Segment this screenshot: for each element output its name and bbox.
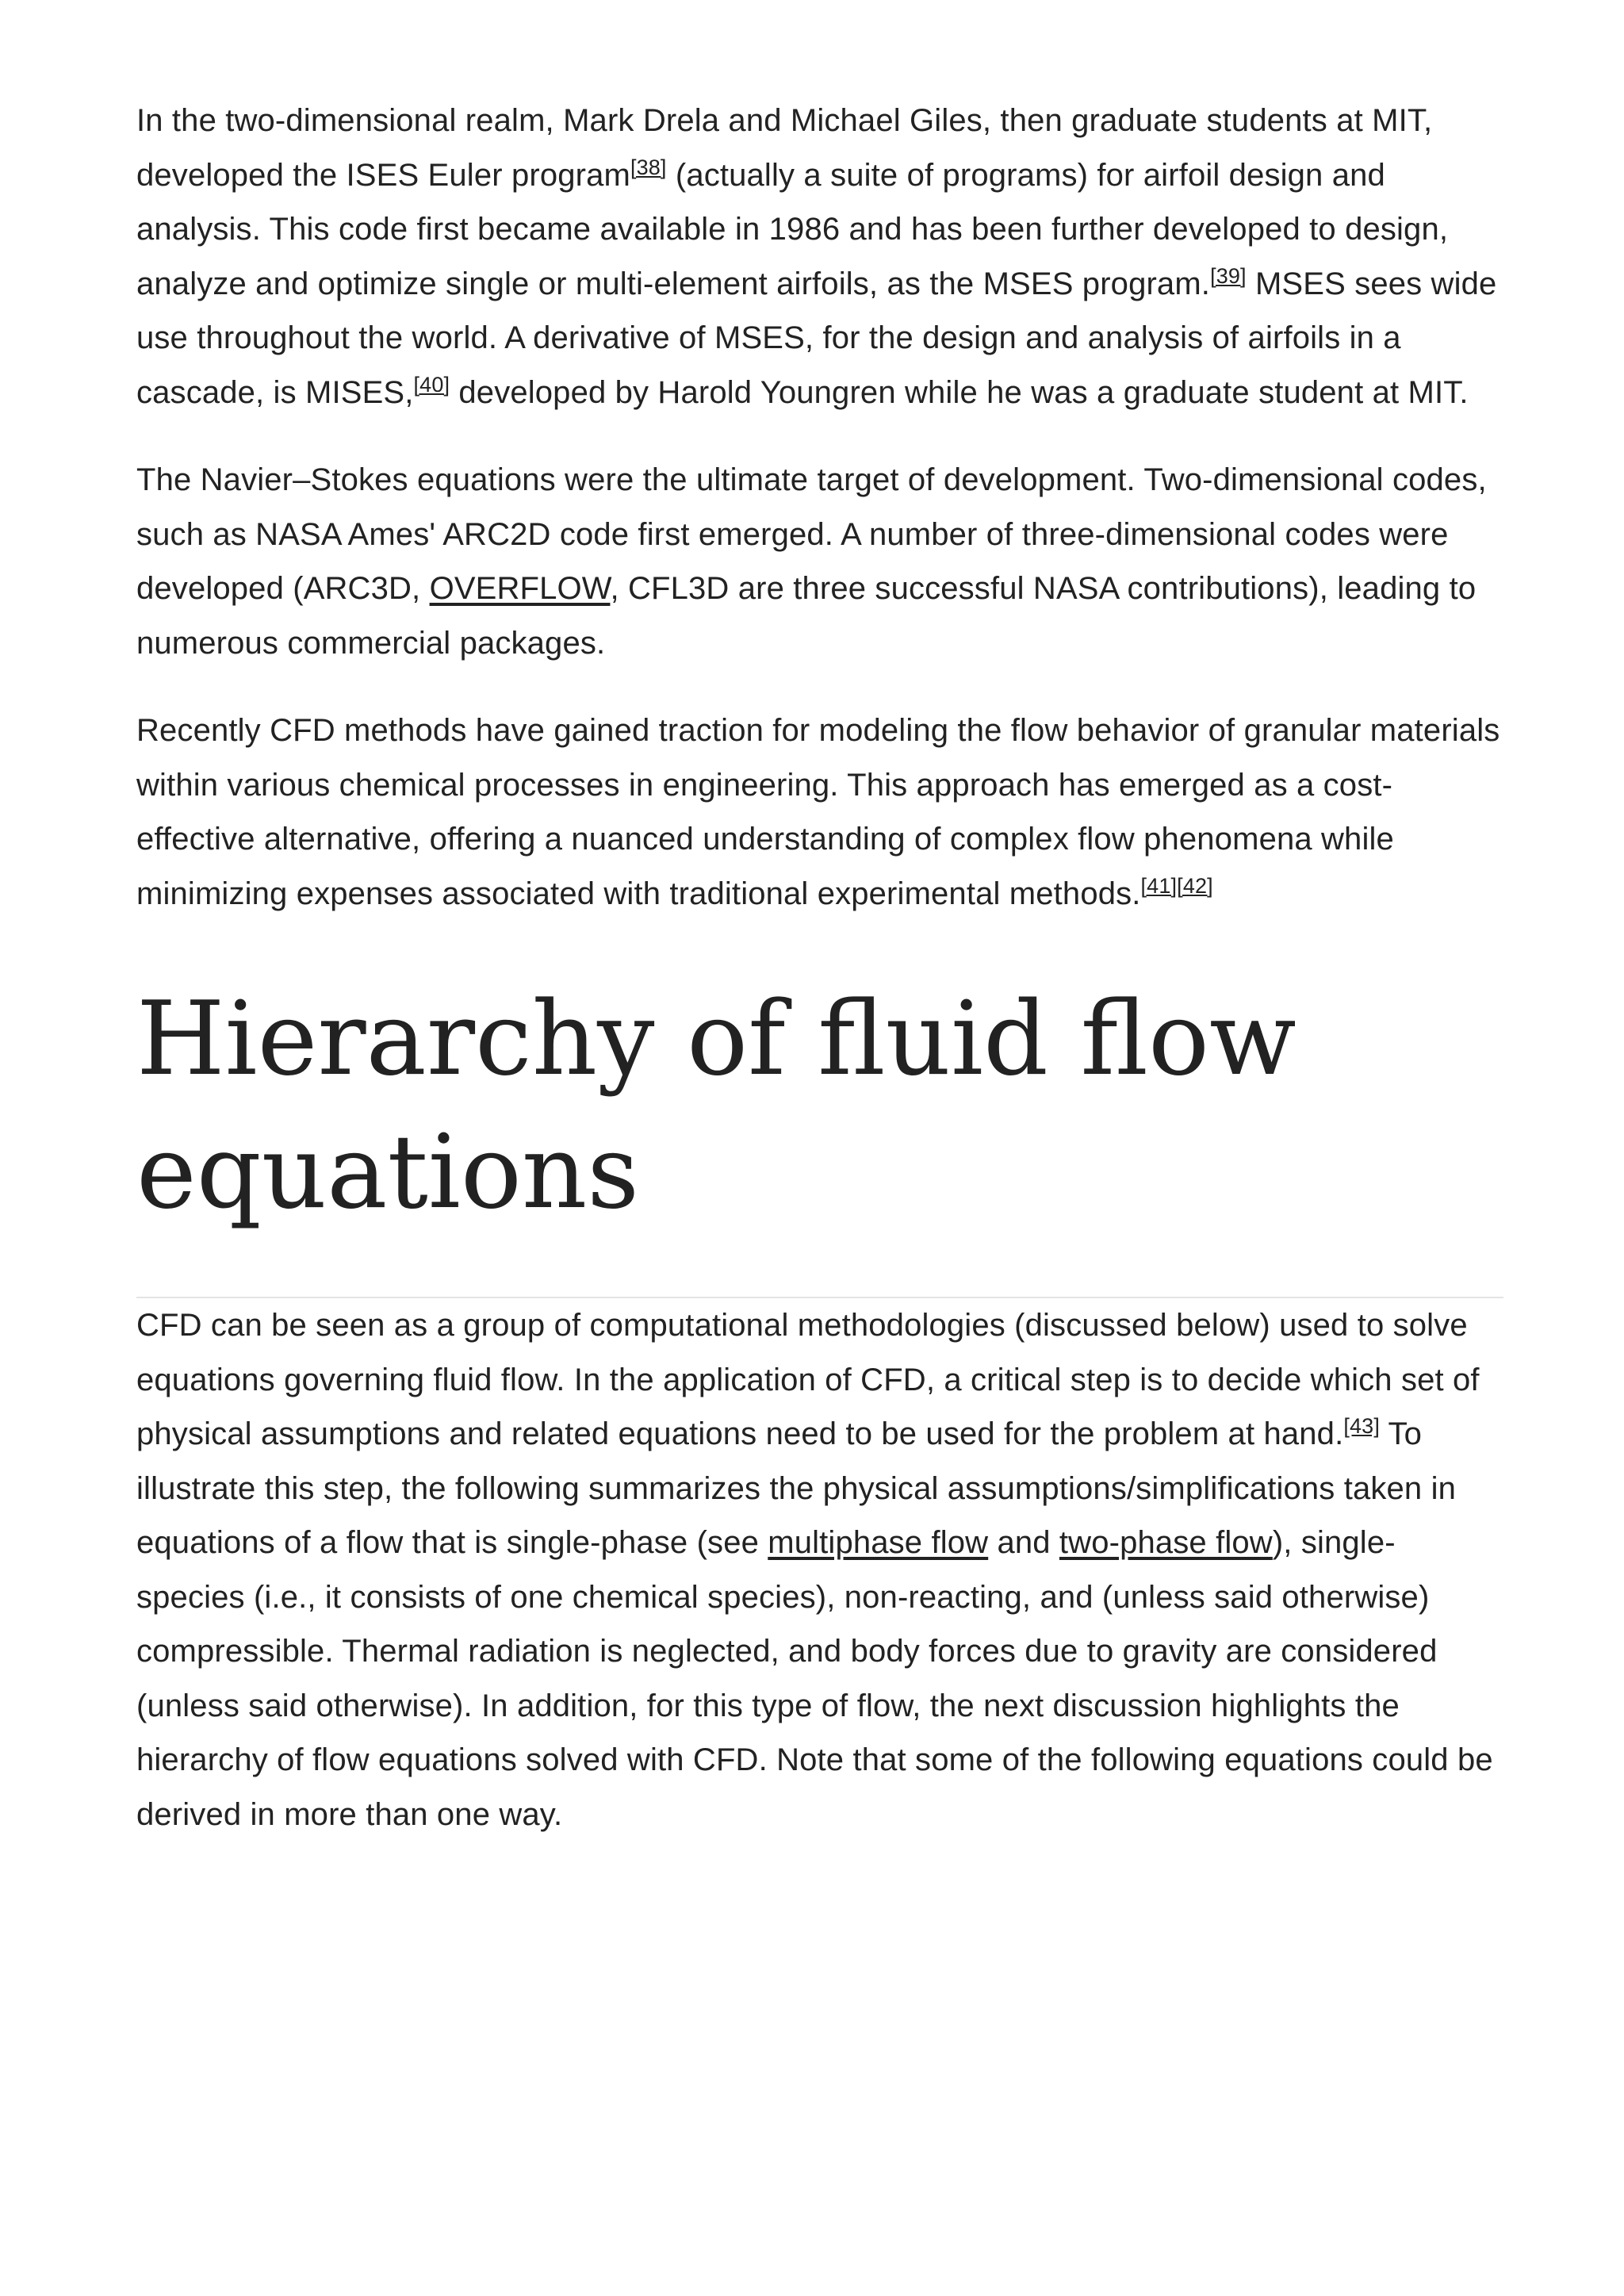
paragraph-navier-stokes <box>136 453 1503 670</box>
paragraph-text: In the two-dimensional realm, Mark Drela and Michael Giles, then graduate students at MIT, developed the ISES Euler program <box>136 103 1433 193</box>
paragraph-text: MSES sees wide use throughout the world. A derivative of MSES, for the design and analysis of airfoils in a cascade, is MISES, <box>136 266 1497 410</box>
citation-41[interactable]: [41] <box>1140 873 1178 898</box>
citation-39[interactable]: [39] <box>1210 263 1247 288</box>
citation-43[interactable]: [43] <box>1343 1414 1380 1438</box>
paragraph-ises-mses <box>136 94 1503 420</box>
article-content <box>136 94 1503 1875</box>
paragraph-text: ), single-species (i.e., it consists of one chemical species), non-reacting, and (unless said otherwise) compressible. Thermal radiation is neglected, and body forces due to gravity are considered (unless said otherwise). In addition, for this type of flow, the next discussion highlights the hierarchy of flow equations solved with CFD. Note that some of the following equations could be derived in more than one way. <box>136 1525 1493 1832</box>
section-heading: Hierarchy of fluid flow equations <box>136 973 1503 1298</box>
paragraph-text: and <box>988 1525 1059 1560</box>
paragraph-granular-materials <box>136 703 1503 921</box>
paragraph-text: To illustrate this step, the following summarizes the physical assumptions/simplifications taken in equations of a flow that is single-phase (see <box>136 1416 1457 1560</box>
paragraph-text: The Navier–Stokes equations were the ultimate target of development. Two-dimensional codes, such as NASA Ames' ARC2D code first emerged. A number of three-dimensional codes were developed (ARC3D, <box>136 462 1487 606</box>
two-phase-flow-link[interactable]: two-phase flow <box>1059 1525 1273 1560</box>
paragraph-text: , CFL3D are three successful NASA contributions), leading to numerous commercial packages. <box>136 571 1477 661</box>
multiphase-flow-link[interactable]: multiphase flow <box>768 1525 989 1560</box>
paragraph-text: (actually a suite of programs) for airfoil design and analysis. This code first became available in 1986 and has been further developed to design, analyze and optimize single or multi-element airfoils, as the MSES program. <box>136 157 1449 301</box>
paragraph-text: developed by Harold Youngren while he was a graduate student at MIT. <box>450 374 1469 410</box>
citation-38[interactable]: [38] <box>630 155 667 179</box>
overflow-link[interactable]: OVERFLOW <box>429 571 611 606</box>
paragraph-hierarchy-intro <box>136 1298 1503 1842</box>
citation-40[interactable]: [40] <box>413 372 450 397</box>
citation-42[interactable]: [42] <box>1177 873 1213 898</box>
paragraph-text: Recently CFD methods have gained traction for modeling the flow behavior of granular materials within various chemical processes in engineering. This approach has emerged as a cost-effective alternative, offering a nuanced understanding of complex flow phenomena while minimizing expenses associated with traditional experimental methods. <box>136 713 1500 911</box>
paragraph-text: CFD can be seen as a group of computational methodologies (discussed below) used to solve equations governing fluid flow. In the application of CFD, a critical step is to decide which set of physical assumptions and related equations need to be used for the problem at hand. <box>136 1308 1480 1451</box>
